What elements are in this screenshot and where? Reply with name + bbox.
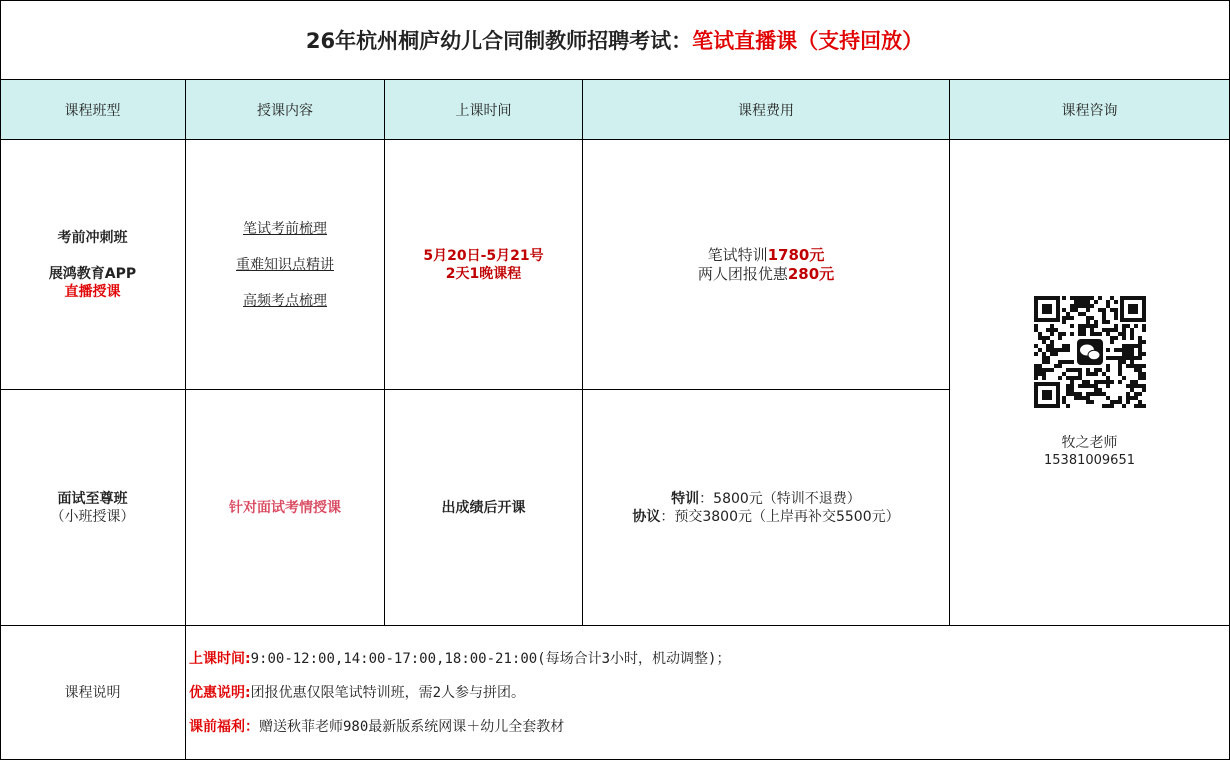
row1-time-duration: 2天1晚课程 [445,265,522,282]
row1-content-item: 重难知识点精讲 [236,256,334,273]
consult-phone: 15381009651 [1044,452,1135,468]
row1-time-dates: 5月20日-5月21号 [423,247,544,264]
fee-label: 笔试特训 [707,245,768,264]
row2-fee [583,390,950,626]
fee-agreement-label: 协议 [632,508,661,525]
fee-price: 1780元 [767,245,825,264]
row1-platform: 展鸿教育APP [48,265,137,282]
page-title [0,0,1230,80]
wechat-qr-code-icon [1034,296,1146,408]
row2-time-text: 出成绩后开课 [441,499,526,516]
group-discount-price: 280元 [787,264,835,283]
header-content: 授课内容 [186,80,385,140]
consult-teacher: 牧之老师 [1061,434,1118,451]
header-consult: 课程咨询 [950,80,1230,140]
row1-time [385,140,583,390]
notes-line: 上课时间:9:00-12:00,14:00-17:00,18:00-21:00(每场合计3小时，机动调整)； [189,650,731,667]
row1-content-item: 高频考点梳理 [243,292,327,309]
fee-agreement-value: ：预交3800元（上岸再补交5500元） [660,508,900,525]
consult-cell [950,140,1230,626]
row2-content [186,390,385,626]
fee-training-label: 特训 [671,490,700,507]
row1-class-name: 考前冲刺班 [57,229,128,246]
row1-content [186,140,385,390]
header-fee: 课程费用 [583,80,950,140]
row1-content-item: 笔试考前梳理 [243,220,327,237]
title-highlight: 笔试直播课（支持回放） [692,28,924,53]
title-main: 26年杭州桐庐幼儿合同制教师招聘考试： [305,28,693,53]
group-discount-label: 两人团报优惠 [697,264,788,283]
row2-content-text: 针对面试考情授课 [229,499,341,516]
row2-class-type [0,390,186,626]
row2-class-name: 面试至尊班 [57,490,128,507]
row1-fee [583,140,950,390]
header-time: 上课时间 [385,80,583,140]
notes-line: 课前福利：赠送秋菲老师980最新版系统网课＋幼儿全套教材 [189,718,565,735]
notes-content [186,626,1230,760]
row2-class-note: （小班授课） [50,508,135,525]
notes-line: 优惠说明:团报优惠仅限笔试特训班，需2人参与拼团。 [189,684,526,701]
notes-label: 课程说明 [0,626,186,760]
row2-time [385,390,583,626]
row1-mode: 直播授课 [64,283,121,300]
header-class-type: 课程班型 [0,80,186,140]
row1-class-type [0,140,186,390]
fee-training-value: ：5800元（特训不退费） [699,490,861,507]
